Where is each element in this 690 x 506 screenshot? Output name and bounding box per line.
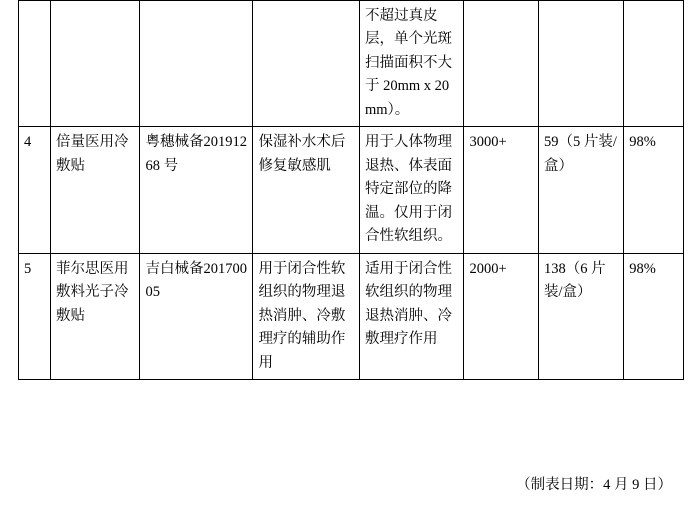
product-table bbox=[18, 0, 684, 380]
cell-price: 138（6 片装/盒） bbox=[539, 253, 624, 379]
cell-product-name: 倍量医用冷敷贴 bbox=[50, 127, 140, 253]
cell-registration-number: 粤穗械备20191268 号 bbox=[140, 127, 253, 253]
table-date-note: （制表日期：4 月 9 日） bbox=[516, 477, 672, 493]
cell-quantity: 3000+ bbox=[464, 127, 539, 253]
cell-registration-continued bbox=[140, 1, 253, 127]
cell-index: 5 bbox=[19, 253, 51, 379]
cell-usage-continued: 不超过真皮层，单个光斑扫描面积不大于 20mm x 20mm）。 bbox=[360, 1, 464, 127]
cell-usage: 用于人体物理退热、体表面特定部位的降温。仅用于闭合性软组织。 bbox=[360, 127, 464, 253]
table-row-continuation bbox=[19, 1, 684, 127]
cell-usage: 适用于闭合性软组织的物理退热消肿、冷敷理疗作用 bbox=[360, 253, 464, 379]
cell-product-name: 菲尔思医用敷料光子冷敷贴 bbox=[50, 253, 140, 379]
cell-function-continued bbox=[253, 1, 360, 127]
cell-rate: 98% bbox=[624, 127, 684, 253]
table-row bbox=[19, 253, 684, 379]
cell-rate-continued bbox=[624, 1, 684, 127]
table-row bbox=[19, 127, 684, 253]
cell-index-continued bbox=[19, 1, 51, 127]
cell-quantity-continued bbox=[464, 1, 539, 127]
cell-function: 用于闭合性软组织的物理退热消肿、冷敷理疗的辅助作用 bbox=[253, 253, 360, 379]
cell-quantity: 2000+ bbox=[464, 253, 539, 379]
cell-function: 保湿补水术后修复敏感肌 bbox=[253, 127, 360, 253]
cell-name-continued bbox=[50, 1, 140, 127]
cell-price-continued bbox=[539, 1, 624, 127]
cell-index: 4 bbox=[19, 127, 51, 253]
cell-rate: 98% bbox=[624, 253, 684, 379]
cell-registration-number: 吉白械备20170005 bbox=[140, 253, 253, 379]
cell-price: 59（5 片装/盒） bbox=[539, 127, 624, 253]
